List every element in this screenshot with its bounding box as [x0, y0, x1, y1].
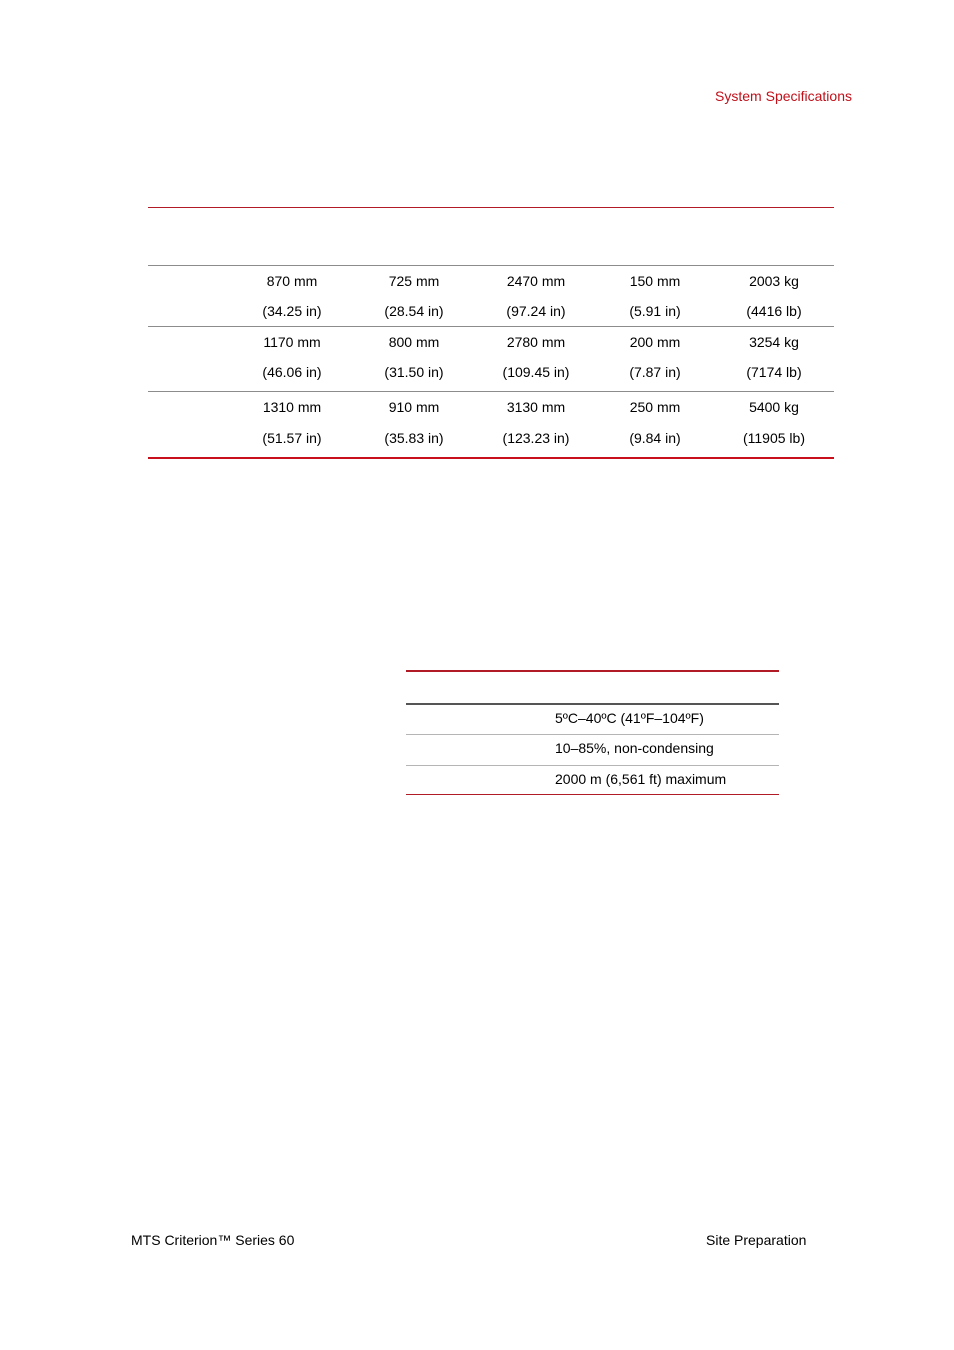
cell-metric: 150 mm [629, 273, 681, 289]
cell-imperial: (109.45 in) [502, 364, 570, 380]
cell-imperial: (97.24 in) [506, 303, 566, 319]
cell-metric: 1170 mm [263, 334, 321, 350]
row-divider [406, 765, 779, 766]
cell-metric: 725 mm [388, 273, 440, 289]
table-row [148, 271, 834, 331]
cell-metric: 3254 kg [749, 334, 799, 350]
cell-imperial: (4416 lb) [746, 303, 802, 319]
cell-metric: 2470 mm [506, 273, 566, 289]
cell-imperial: (35.83 in) [384, 430, 444, 446]
table-row [148, 397, 834, 457]
table-bottom-rule [406, 794, 779, 795]
cell-imperial: (28.54 in) [384, 303, 444, 319]
cell-imperial: (34.25 in) [262, 303, 322, 319]
table-row [148, 332, 834, 392]
table-bottom-rule [148, 457, 834, 459]
cell-imperial: (11905 lb) [742, 430, 805, 446]
humidity-value: 10–85%, non-condensing [555, 740, 714, 756]
section-title: System Specifications [715, 88, 852, 104]
dimensions-table [148, 207, 834, 459]
row-divider [148, 391, 834, 392]
cell-imperial: (7.87 in) [629, 364, 681, 380]
cell-imperial: (5.91 in) [629, 303, 681, 319]
cell-metric: 5400 kg [749, 399, 799, 415]
table-top-rule [148, 207, 834, 208]
cell-metric: 800 mm [388, 334, 440, 350]
cell-metric: 1310 mm [262, 399, 322, 415]
table-top-rule [406, 670, 779, 672]
row-divider [406, 734, 779, 735]
cell-imperial: (51.57 in) [262, 430, 322, 446]
operating-temperature-value: 5ºC–40ºC (41ºF–104ºF) [555, 710, 704, 726]
footer-product-name: MTS Criterion™ Series 60 [131, 1232, 295, 1248]
cell-imperial: (46.06 in) [262, 364, 322, 380]
cell-metric: 200 mm [629, 334, 681, 350]
cell-metric: 250 mm [629, 399, 681, 415]
environment-table [406, 670, 779, 797]
cell-metric: 3130 mm [506, 399, 566, 415]
row-divider [148, 326, 834, 327]
cell-imperial: (31.50 in) [384, 364, 444, 380]
cell-imperial: (7174 lb) [746, 364, 802, 380]
cell-metric: 910 mm [388, 399, 440, 415]
cell-metric: 870 mm [266, 273, 318, 289]
footer-chapter-name: Site Preparation [706, 1232, 807, 1248]
cell-metric: 2780 mm [506, 334, 566, 350]
cell-imperial: (9.84 in) [629, 430, 681, 446]
table-header-rule [148, 265, 834, 266]
altitude-value: 2000 m (6,561 ft) maximum [555, 771, 727, 787]
table-header-rule [406, 703, 779, 705]
cell-imperial: (123.23 in) [502, 430, 570, 446]
cell-metric: 2003 kg [749, 273, 799, 289]
